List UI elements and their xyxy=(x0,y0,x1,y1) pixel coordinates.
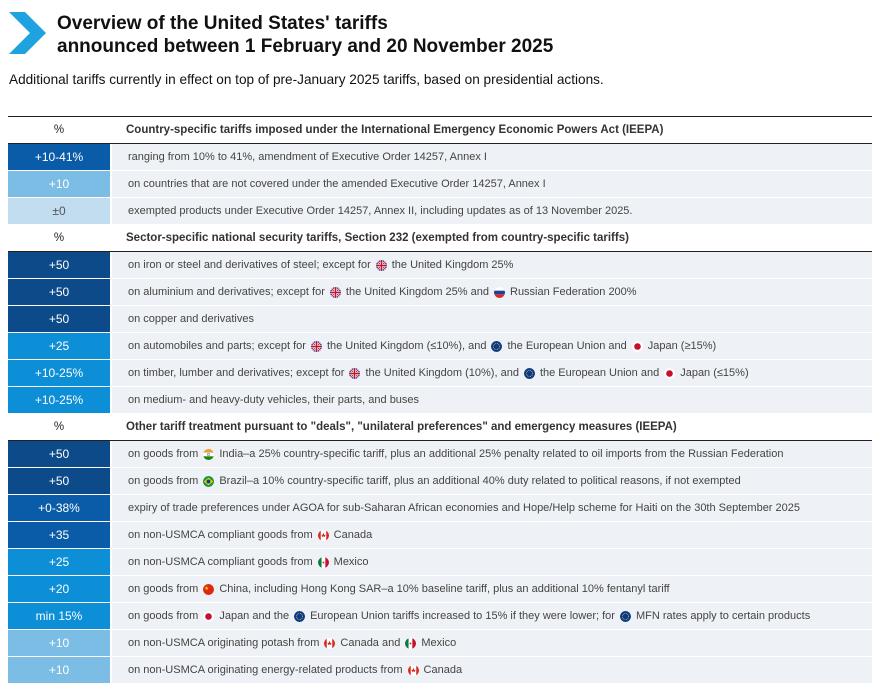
description-text: Japan (≤15%) xyxy=(680,367,749,379)
tariff-rate-value: +0-38% xyxy=(38,501,80,515)
tariff-rate-cell xyxy=(8,387,110,413)
tariff-rate-cell xyxy=(8,522,110,548)
russia-flag-icon xyxy=(494,287,505,298)
description-text: the United Kingdom (10%), and xyxy=(365,367,519,379)
tariff-rate-value: +20 xyxy=(48,582,70,596)
japan-flag-icon xyxy=(203,611,214,622)
tariff-rate-value: +10 xyxy=(48,177,70,191)
description-text: Canada xyxy=(333,529,373,541)
tariff-rate-value: +10-25% xyxy=(34,393,84,407)
tariff-description-cell xyxy=(112,495,872,521)
tariff-rate-cell xyxy=(8,495,110,521)
uk-flag-icon xyxy=(330,287,341,298)
description-text: MFN rates apply to certain products xyxy=(635,610,811,622)
tariff-rate-value: +50 xyxy=(48,258,70,272)
description-text: on goods from xyxy=(128,475,199,487)
pct-column-header: % xyxy=(53,232,65,244)
tariff-rate-value: +10 xyxy=(48,663,70,677)
tariff-rate-cell xyxy=(8,549,110,575)
tariff-rate-cell xyxy=(8,144,110,170)
pct-column-header: % xyxy=(53,421,65,433)
uk-flag-icon xyxy=(311,341,322,352)
table-row xyxy=(8,441,872,468)
header xyxy=(0,0,873,87)
section-header-row xyxy=(8,117,872,144)
description-text: on non-USMCA compliant goods from xyxy=(128,556,313,568)
description-text: China, including Hong Kong SAR–a 10% baseline tariff, plus an additional 10% fentanyl tariff xyxy=(219,583,670,595)
description-text: Japan and the xyxy=(219,610,290,622)
tariff-rate-value: +50 xyxy=(48,312,70,326)
table-row xyxy=(8,333,872,360)
table-row xyxy=(8,279,872,306)
canada-flag-icon xyxy=(408,665,419,676)
table-row xyxy=(8,144,872,171)
chevron-logo-icon xyxy=(6,12,48,54)
canada-flag-icon xyxy=(318,530,329,541)
eu-flag-icon xyxy=(620,611,631,622)
table-row xyxy=(8,468,872,495)
tariff-description-cell xyxy=(112,576,872,602)
mexico-flag-icon xyxy=(318,557,329,568)
table-row xyxy=(8,657,872,684)
description-text: on timber, lumber and derivatives; except for xyxy=(128,367,345,379)
table-row xyxy=(8,360,872,387)
tariff-rate-cell xyxy=(8,630,110,656)
tariff-rate-value: ±0 xyxy=(52,204,66,218)
mexico-flag-icon xyxy=(405,638,416,649)
tariff-rate-value: +10-25% xyxy=(34,366,84,380)
page-title xyxy=(57,12,553,58)
section-title: Other tariff treatment pursuant to "deals", "unilateral preferences" and emergency measures (IEEPA) xyxy=(126,421,677,433)
tariff-rate-cell xyxy=(8,360,110,386)
tariff-description-cell xyxy=(112,657,872,683)
description-text: Canada and xyxy=(340,637,401,649)
description-text: on medium- and heavy-duty vehicles, their parts, and buses xyxy=(128,394,420,406)
description-text: Canada xyxy=(423,664,463,676)
tariff-description-cell xyxy=(112,468,872,494)
description-text: the United Kingdom 25% and xyxy=(345,286,489,298)
tariff-description-cell xyxy=(112,549,872,575)
section-header-row xyxy=(8,225,872,252)
description-text: on goods from xyxy=(128,610,199,622)
tariff-rate-cell xyxy=(8,657,110,683)
tariff-description-cell xyxy=(112,279,872,305)
description-text: ranging from 10% to 41%, amendment of Executive Order 14257, Annex I xyxy=(128,151,487,163)
tariff-rate-cell xyxy=(8,279,110,305)
table-row xyxy=(8,603,872,630)
tariff-description-cell xyxy=(112,198,872,224)
tariff-rate-value: min 15% xyxy=(35,609,83,623)
tariff-description-cell xyxy=(112,171,872,197)
table-row xyxy=(8,576,872,603)
description-text: on goods from xyxy=(128,583,199,595)
title-line-1: Overview of the United States' tariffs xyxy=(57,13,388,34)
tariff-description-cell xyxy=(112,603,872,629)
india-flag-icon xyxy=(203,449,214,460)
description-text: expiry of trade preferences under AGOA for sub-Saharan African economies and Hope/Help scheme for Haiti on the 30th September 2025 xyxy=(128,502,800,514)
tariff-rate-cell xyxy=(8,603,110,629)
description-text: on aluminium and derivatives; except for xyxy=(128,286,325,298)
description-text: exempted products under Executive Order 14257, Annex II, including updates as of 13 November 2025. xyxy=(128,205,633,217)
table-row xyxy=(8,252,872,279)
tariff-rate-value: +50 xyxy=(48,285,70,299)
tariff-description-cell xyxy=(112,522,872,548)
description-text: Mexico xyxy=(333,556,369,568)
tariff-rate-cell xyxy=(8,171,110,197)
table-row xyxy=(8,522,872,549)
tariff-description-cell xyxy=(112,333,872,359)
description-text: Japan (≥15%) xyxy=(647,340,717,352)
description-text: European Union tariffs increased to 15% if they were lower; for xyxy=(310,610,615,622)
eu-flag-icon xyxy=(524,368,535,379)
section-header-row xyxy=(8,414,872,441)
tariff-rate-cell xyxy=(8,576,110,602)
tariff-rate-value: +35 xyxy=(48,528,70,542)
description-text: the European Union and xyxy=(539,367,660,379)
tariff-description-cell xyxy=(112,252,872,278)
tariff-rate-cell xyxy=(8,441,110,467)
description-text: on non-USMCA compliant goods from xyxy=(128,529,313,541)
description-text: on automobiles and parts; except for xyxy=(128,340,306,352)
tariff-description-cell xyxy=(112,144,872,170)
eu-flag-icon xyxy=(294,611,305,622)
canada-flag-icon xyxy=(324,638,335,649)
tariff-description-cell xyxy=(112,306,872,332)
table-row xyxy=(8,495,872,522)
description-text: the United Kingdom (≤10%), and xyxy=(326,340,487,352)
tariff-description-cell xyxy=(112,387,872,413)
table-row xyxy=(8,306,872,333)
brazil-flag-icon xyxy=(203,476,214,487)
table-row xyxy=(8,387,872,414)
japan-flag-icon xyxy=(664,368,675,379)
tariff-rate-cell xyxy=(8,333,110,359)
tariff-rate-value: +50 xyxy=(48,447,70,461)
description-text: Brazil–a 10% country-specific tariff, plus an additional 40% duty related to political reasons, if not exempted xyxy=(219,475,741,487)
tariff-rate-cell xyxy=(8,198,110,224)
eu-flag-icon xyxy=(491,341,502,352)
tariff-description-cell xyxy=(112,630,872,656)
tariff-rate-value: +25 xyxy=(48,555,70,569)
section-title: Sector-specific national security tariffs, Section 232 (exempted from country-specific tariffs) xyxy=(126,232,629,244)
tariff-description-cell xyxy=(112,360,872,386)
description-text: on copper and derivatives xyxy=(128,313,254,325)
tariff-rate-value: +50 xyxy=(48,474,70,488)
description-text: on non-USMCA originating potash from xyxy=(128,637,320,649)
description-text: on iron or steel and derivatives of steel; except for xyxy=(128,259,371,271)
description-text: India–a 25% country-specific tariff, plus an additional 25% penalty related to oil imports from the Russian Federation xyxy=(219,448,784,460)
uk-flag-icon xyxy=(376,260,387,271)
table-row xyxy=(8,630,872,657)
description-text: on non-USMCA originating energy-related products from xyxy=(128,664,403,676)
tariff-rate-value: +25 xyxy=(48,339,70,353)
tariff-rate-value: +10 xyxy=(48,636,70,650)
tariff-rate-value: +10-41% xyxy=(34,150,84,164)
description-text: Mexico xyxy=(421,637,457,649)
pct-column-header: % xyxy=(53,124,65,136)
page-subtitle: Additional tariffs currently in effect on top of pre-January 2025 tariffs, based on presidential actions. xyxy=(9,72,604,87)
table-row xyxy=(8,549,872,576)
tariff-rate-cell xyxy=(8,306,110,332)
description-text: on countries that are not covered under the amended Executive Order 14257, Annex I xyxy=(128,178,546,190)
table-row xyxy=(8,198,872,225)
tariff-table xyxy=(8,116,872,684)
description-text: the European Union and xyxy=(507,340,627,352)
description-text: Russian Federation 200% xyxy=(510,286,637,298)
table-row xyxy=(8,171,872,198)
china-flag-icon xyxy=(203,584,214,595)
description-text: the United Kingdom 25% xyxy=(391,259,514,271)
title-line-2: announced between 1 February and 20 November 2025 xyxy=(57,36,554,57)
tariff-description-cell xyxy=(112,441,872,467)
tariff-rate-cell xyxy=(8,252,110,278)
description-text: on goods from xyxy=(128,448,199,460)
japan-flag-icon xyxy=(632,341,643,352)
tariff-rate-cell xyxy=(8,468,110,494)
uk-flag-icon xyxy=(349,368,360,379)
section-title: Country-specific tariffs imposed under the International Emergency Economic Powers Act (IEEPA) xyxy=(126,124,664,136)
